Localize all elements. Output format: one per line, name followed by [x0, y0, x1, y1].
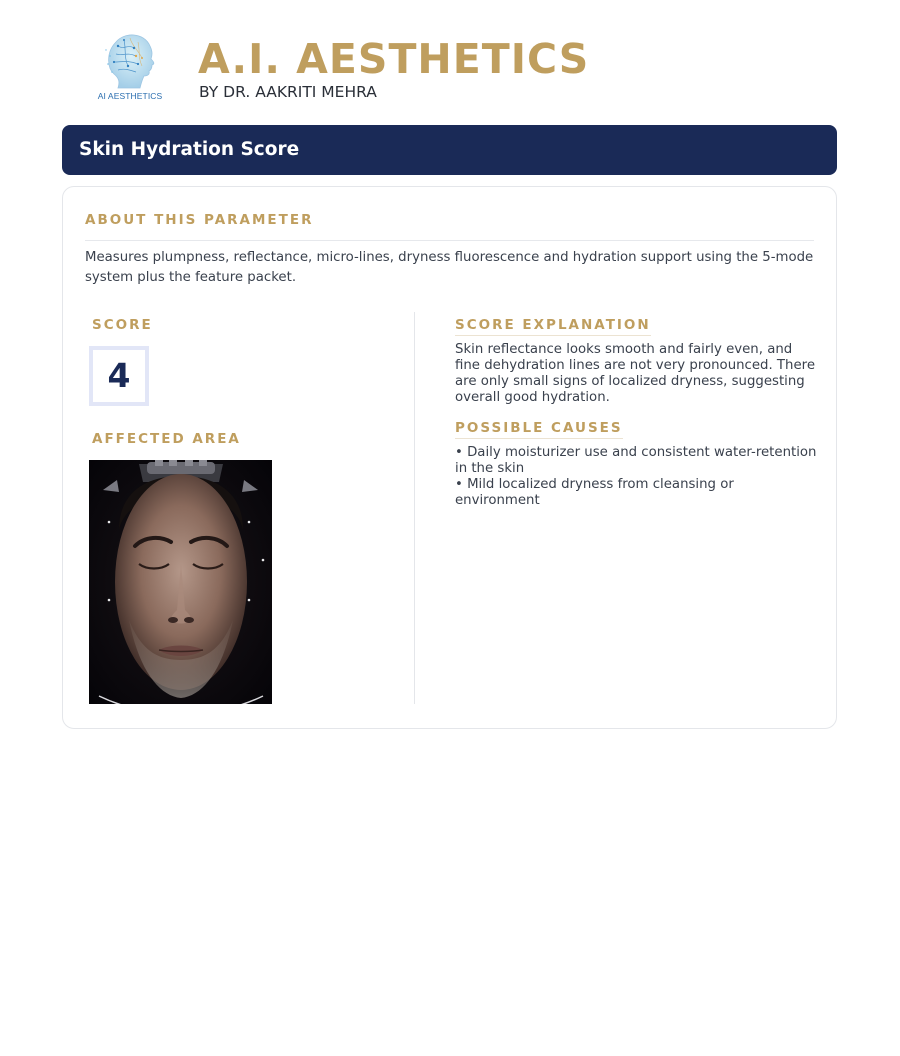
face-scan-photo-icon — [89, 460, 272, 704]
about-divider — [85, 240, 814, 241]
about-text: Measures plumpness, reflectance, micro-lines, dryness fluorescence and hydration support using the 5-mode system plus the feature packet. — [85, 250, 814, 285]
parameter-card — [62, 186, 837, 729]
score-explanation-label: SCORE EXPLANATION — [455, 316, 651, 336]
cause-item: • Daily moisturizer use and consistent water-retention in the skin — [455, 445, 817, 476]
column-divider — [414, 312, 415, 704]
score-box — [89, 346, 149, 406]
parameter-title: Skin Hydration Score — [79, 139, 300, 160]
ai-aesthetics-logo — [94, 32, 166, 104]
score-value: 4 — [107, 356, 131, 395]
score-label: SCORE — [92, 317, 153, 333]
about-label: ABOUT THIS PARAMETER — [85, 212, 314, 228]
parameter-banner — [62, 125, 837, 175]
brand-subtitle: BY DR. AAKRITI MEHRA — [199, 83, 377, 101]
logo-text: AI AESTHETICS — [97, 91, 163, 101]
affected-area-label: AFFECTED AREA — [92, 431, 241, 447]
score-explanation-text: Skin reflectance looks smooth and fairly even, and fine dehydration lines are not very pronounced. There are only small signs of localized dryness, suggesting overall good hydration. — [455, 342, 816, 405]
cause-item: • Mild localized dryness from cleansing or environment — [455, 477, 734, 508]
face-scan-image — [89, 460, 272, 704]
possible-causes-label: POSSIBLE CAUSES — [455, 419, 623, 439]
ai-head-icon — [94, 32, 166, 92]
brand-title: A.I. AESTHETICS — [198, 35, 590, 83]
possible-causes-list — [455, 445, 817, 509]
report-header — [0, 0, 900, 120]
